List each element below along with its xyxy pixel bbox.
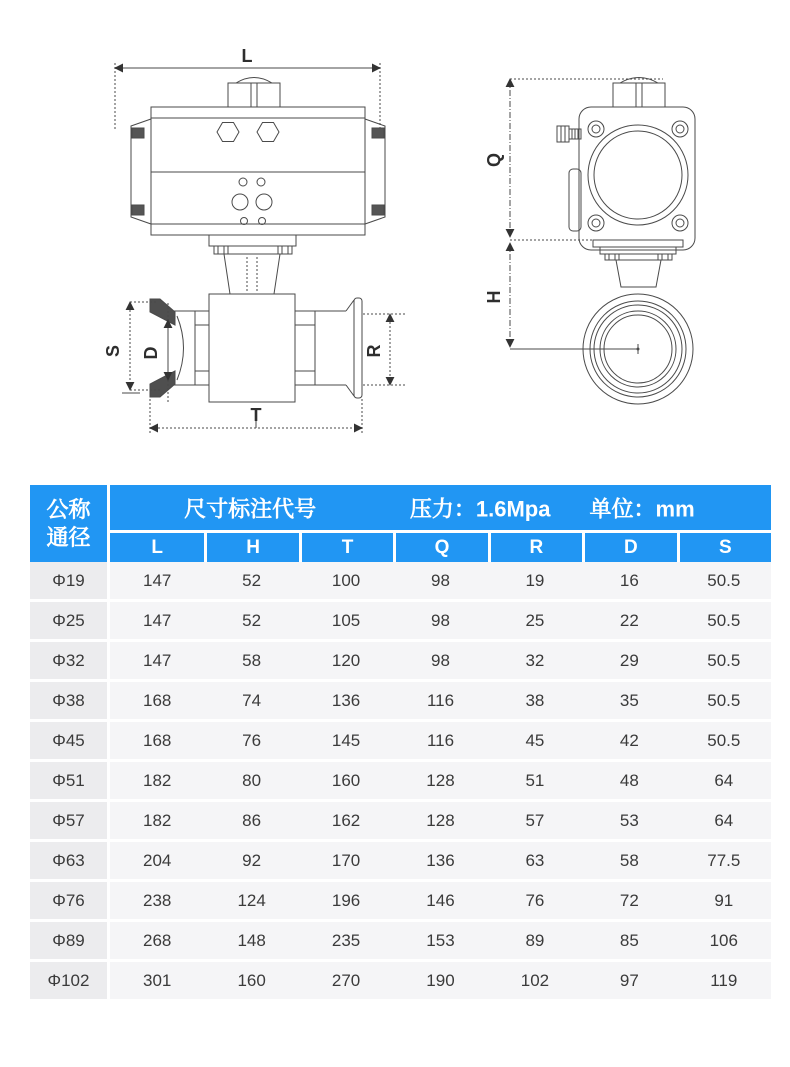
row-value: 147	[110, 642, 204, 679]
drawing-svg	[60, 35, 760, 470]
row-value: 116	[393, 722, 487, 759]
row-value: 72	[582, 882, 676, 919]
table-row	[30, 562, 771, 602]
row-value: 76	[204, 722, 298, 759]
row-value: 120	[299, 642, 393, 679]
row-size: Φ89	[30, 922, 110, 959]
row-value: 25	[488, 602, 582, 639]
dimension-L	[115, 46, 380, 130]
table-row	[30, 962, 771, 1002]
clamp-ferrule-right	[346, 300, 354, 396]
front-view-drawing	[103, 46, 405, 435]
row-value: 50.5	[677, 562, 771, 599]
header-col-D: D	[582, 533, 676, 562]
row-value: 35	[582, 682, 676, 719]
row-value: 116	[393, 682, 487, 719]
row-size: Φ57	[30, 802, 110, 839]
row-value: 89	[488, 922, 582, 959]
row-size: Φ32	[30, 642, 110, 679]
header-col-H: H	[204, 533, 298, 562]
row-value: 270	[299, 962, 393, 999]
header-nominal-line1: 公称	[46, 497, 91, 522]
table-row	[30, 642, 771, 682]
row-value: 98	[393, 602, 487, 639]
dim-label-R: R	[364, 344, 384, 358]
row-value: 58	[204, 642, 298, 679]
row-value: 50.5	[677, 642, 771, 679]
row-value: 124	[204, 882, 298, 919]
row-value: 86	[204, 802, 298, 839]
row-value: 105	[299, 602, 393, 639]
table-row	[30, 762, 771, 802]
row-value: 52	[204, 602, 298, 639]
row-value: 168	[110, 682, 204, 719]
row-value: 119	[677, 962, 771, 999]
mounting-plate	[209, 235, 296, 246]
row-value: 146	[393, 882, 487, 919]
row-value: 97	[582, 962, 676, 999]
row-value: 16	[582, 562, 676, 599]
row-value: 147	[110, 602, 204, 639]
table-row	[30, 722, 771, 762]
hex-nut-right	[295, 311, 315, 385]
row-value: 77.5	[677, 842, 771, 879]
row-value: 57	[488, 802, 582, 839]
clamp-ferrule-left	[150, 299, 175, 325]
header-top-row	[110, 485, 771, 530]
row-value: 32	[488, 642, 582, 679]
row-value: 63	[488, 842, 582, 879]
table-row	[30, 682, 771, 722]
row-value: 19	[488, 562, 582, 599]
header-col-S: S	[677, 533, 771, 562]
valve-neck-side	[616, 260, 661, 287]
actuator-base	[593, 240, 683, 247]
row-value: 153	[393, 922, 487, 959]
header-unit-label: 单位：mm	[589, 496, 695, 521]
spec-table-header	[30, 485, 771, 562]
row-value: 162	[299, 802, 393, 839]
row-value: 238	[110, 882, 204, 919]
row-value: 301	[110, 962, 204, 999]
clamp-ferrule-end-view	[583, 294, 693, 404]
row-size: Φ19	[30, 562, 110, 599]
dimension-Q	[484, 79, 510, 237]
row-value: 92	[204, 842, 298, 879]
dim-label-S: S	[103, 344, 123, 358]
table-row	[30, 802, 771, 842]
actuator-cap	[228, 83, 280, 107]
actuator-side-body	[579, 107, 695, 250]
row-value: 52	[204, 562, 298, 599]
dimension-T	[150, 399, 362, 435]
row-value: 42	[582, 722, 676, 759]
row-value: 45	[488, 722, 582, 759]
row-value: 148	[204, 922, 298, 959]
header-columns-row	[110, 530, 771, 562]
row-value: 58	[582, 842, 676, 879]
table-row	[30, 922, 771, 962]
actuator-cap-dome	[236, 78, 272, 84]
row-value: 51	[488, 762, 582, 799]
row-value: 64	[677, 762, 771, 799]
row-size: Φ63	[30, 842, 110, 879]
dim-label-L: L	[241, 46, 253, 66]
hex-bolt	[217, 123, 239, 142]
row-value: 168	[110, 722, 204, 759]
side-view-drawing	[484, 78, 695, 405]
row-value: 196	[299, 882, 393, 919]
air-fitting	[557, 126, 569, 142]
dim-label-Q: Q	[484, 152, 504, 168]
row-value: 136	[299, 682, 393, 719]
row-value: 53	[582, 802, 676, 839]
hex-bolt	[257, 123, 279, 142]
row-value: 98	[393, 562, 487, 599]
header-col-T: T	[299, 533, 393, 562]
row-value: 182	[110, 802, 204, 839]
row-value: 170	[299, 842, 393, 879]
row-value: 64	[677, 802, 771, 839]
row-value: 136	[393, 842, 487, 879]
row-value: 128	[393, 802, 487, 839]
header-nominal-line2: 通径	[46, 524, 91, 550]
row-value: 268	[110, 922, 204, 959]
row-value: 74	[204, 682, 298, 719]
dim-label-T: T	[250, 405, 262, 425]
hex-nut-left	[195, 311, 209, 385]
row-value: 190	[393, 962, 487, 999]
row-size: Φ25	[30, 602, 110, 639]
table-row	[30, 882, 771, 922]
row-value: 50.5	[677, 722, 771, 759]
row-value: 102	[488, 962, 582, 999]
row-value: 85	[582, 922, 676, 959]
row-value: 147	[110, 562, 204, 599]
actuator-body	[151, 107, 365, 235]
dimension-R	[363, 314, 405, 385]
header-dim-code-label: 尺寸标注代号	[184, 496, 317, 521]
row-value: 145	[299, 722, 393, 759]
row-value: 160	[299, 762, 393, 799]
row-value: 38	[488, 682, 582, 719]
table-row	[30, 842, 771, 882]
table-row	[30, 602, 771, 642]
row-value: 182	[110, 762, 204, 799]
dim-label-H: H	[484, 290, 504, 304]
header-col-L: L	[151, 536, 164, 558]
row-size: Φ102	[30, 962, 110, 999]
header-pressure-label: 压力：1.6Mpa	[409, 496, 551, 521]
spec-table	[30, 485, 771, 1002]
row-value: 48	[582, 762, 676, 799]
row-value: 29	[582, 642, 676, 679]
row-value: 160	[204, 962, 298, 999]
row-value: 80	[204, 762, 298, 799]
row-value: 98	[393, 642, 487, 679]
valve-neck	[224, 254, 280, 294]
dim-label-D: D	[141, 346, 161, 360]
row-value: 106	[677, 922, 771, 959]
header-col-R: R	[488, 533, 582, 562]
valve-body	[209, 294, 295, 402]
row-value: 204	[110, 842, 204, 879]
row-size: Φ38	[30, 682, 110, 719]
spec-table-body	[30, 562, 771, 1002]
row-value: 100	[299, 562, 393, 599]
row-value: 50.5	[677, 682, 771, 719]
row-size: Φ76	[30, 882, 110, 919]
valve-technical-drawing	[60, 35, 760, 470]
row-value: 22	[582, 602, 676, 639]
row-size: Φ45	[30, 722, 110, 759]
row-value: 91	[677, 882, 771, 919]
header-col-Q: Q	[393, 533, 487, 562]
row-value: 76	[488, 882, 582, 919]
row-value: 235	[299, 922, 393, 959]
row-value: 50.5	[677, 602, 771, 639]
header-nominal-diameter	[30, 485, 110, 562]
row-size: Φ51	[30, 762, 110, 799]
row-value: 128	[393, 762, 487, 799]
actuator-cap-side	[613, 83, 665, 107]
